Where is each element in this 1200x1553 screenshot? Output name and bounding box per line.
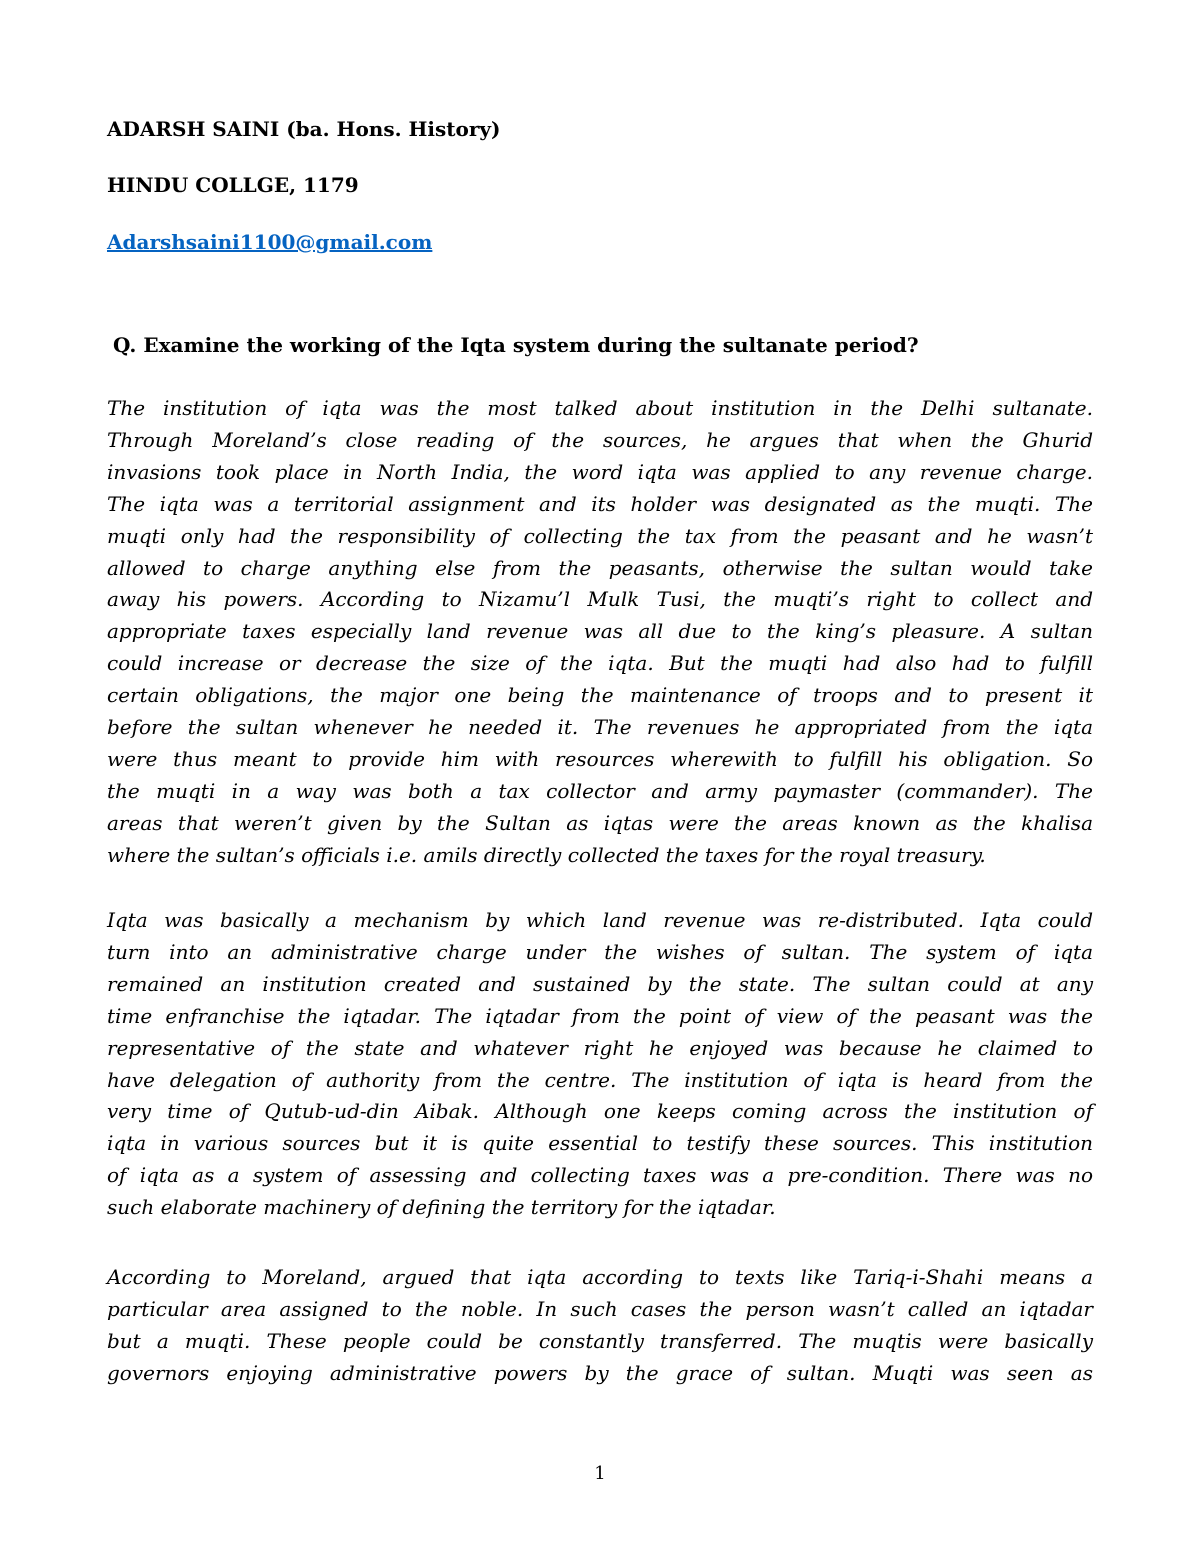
paragraph-line: appropriate taxes especially land revenue was all due to the king’s pleasure. A sultan [107,619,1093,644]
paragraph-line: Iqta was basically a mechanism by which land revenue was re-distributed. Iqta could [107,908,1093,932]
paragraph-line: but a muqti. These people could be constantly transferred. The muqtis were basically [107,1328,1093,1353]
paragraph-line: could increase or decrease the size of the iqta. But the muqti had also had to fulfill [107,651,1093,676]
paragraph-line: very time of Qutub-ud-din Aibak. Although one keeps coming across the institution of [107,1099,1093,1124]
paragraph-line: remained an institution created and sustained by the state. The sultan could at any [107,971,1093,996]
question-heading: Q. Examine the working of the Iqta system during the sultanate period? [113,333,919,357]
paragraph-2 [107,905,1093,1224]
page-number: 1 [594,1463,606,1484]
college-info: HINDU COLLGE, 1179 [107,173,359,197]
author-name: ADARSH SAINI (ba. Hons. History) [107,117,501,141]
paragraph-line: such elaborate machinery of defining the territory for the iqtadar. [107,1195,776,1220]
paragraph-line: turn into an administrative charge under the wishes of sultan. The system of iqta [107,939,1093,964]
paragraph-line: away his powers. According to Nizamu’l Mulk Tusi, the muqti’s right to collect and [107,587,1093,612]
paragraph-line: of iqta as a system of assessing and collecting taxes was a pre-condition. There was no [107,1163,1093,1188]
paragraph-line: the muqti in a way was both a tax collector and army paymaster (commander). The [107,778,1093,803]
paragraph-line: before the sultan whenever he needed it. The revenues he appropriated from the iqta [107,715,1093,740]
paragraph-line: iqta in various sources but it is quite essential to testify these sources. This institution [107,1131,1093,1156]
paragraph-line: where the sultan’s officials i.e. amils directly collected the taxes for the royal treasury. [107,842,986,867]
paragraph-line: The iqta was a territorial assignment and its holder was designated as the muqti. The [107,491,1093,516]
paragraph-line: Through Moreland’s close reading of the sources, he argues that when the Ghurid [107,427,1093,452]
paragraph-line: governors enjoying administrative powers by the grace of sultan. Muqti was seen as [107,1360,1093,1385]
paragraph-line: allowed to charge anything else from the peasants, otherwise the sultan would take [107,555,1093,580]
paragraph-line: According to Moreland, argued that iqta according to texts like Tariq-i-Shahi means a [107,1265,1093,1289]
paragraph-1 [107,393,1093,872]
paragraph-line: The institution of iqta was the most talked about institution in the Delhi sultanate. [107,396,1093,420]
paragraph-line: areas that weren’t given by the Sultan as iqtas were the areas known as the khalisa [107,810,1093,835]
paragraph-line: have delegation of authority from the centre. The institution of iqta is heard from the [107,1067,1093,1092]
paragraph-line: time enfranchise the iqtadar. The iqtadar from the point of view of the peasant was the [107,1003,1093,1028]
paragraph-line: muqti only had the responsibility of collecting the tax from the peasant and he wasn’t [107,523,1093,548]
paragraph-line: were thus meant to provide him with resources wherewith to fulfill his obligation. So [107,746,1093,771]
paragraph-line: certain obligations, the major one being the maintenance of troops and to present it [107,683,1093,708]
paragraph-line: representative of the state and whatever right he enjoyed was because he claimed to [107,1035,1093,1060]
email-link[interactable]: Adarshsaini1100@gmail.com [107,230,433,254]
paragraph-line: invasions took place in North India, the word iqta was applied to any revenue charge. [107,459,1093,484]
paragraph-3 [107,1262,1093,1390]
paragraph-line: particular area assigned to the noble. In such cases the person wasn’t called an iqtadar [107,1296,1093,1321]
